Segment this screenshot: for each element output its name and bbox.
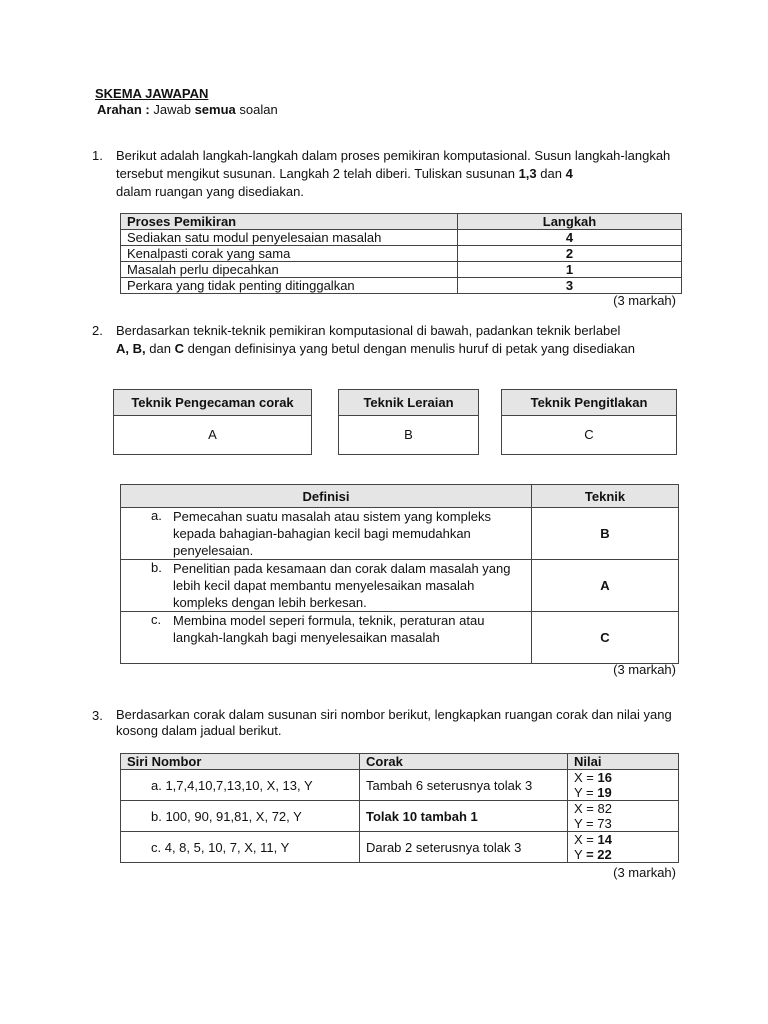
nilai-cell	[568, 832, 679, 863]
definisi-item	[151, 560, 525, 611]
x-label: X =	[574, 770, 594, 785]
y-value: = 22	[586, 847, 612, 862]
y-label: Y	[574, 847, 583, 862]
x-value: 82	[597, 801, 612, 816]
question-number: 3.	[92, 708, 103, 723]
technique-label: Teknik Pengitlakan	[502, 390, 676, 416]
definisi-text: Membina model seperi formula, teknik, peraturan atau langkah-langkah bagi menyelesaikan masalah	[173, 613, 485, 645]
question-text-bold: A, B,	[116, 341, 146, 356]
x-value: 14	[597, 832, 612, 847]
table-row	[121, 278, 682, 294]
table-row	[121, 246, 682, 262]
teknik-cell: A	[532, 560, 679, 612]
nilai-cell	[568, 801, 679, 832]
definisi-item	[151, 612, 525, 646]
q3-table	[120, 753, 679, 863]
table-row	[121, 770, 679, 801]
technique-label: Teknik Pengecaman corak	[114, 390, 311, 416]
header-proses: Proses Pemikiran	[121, 214, 458, 230]
q1-table	[120, 213, 682, 294]
question-text-part: Berikut adalah langkah-langkah dalam proses pemikiran komputasional. Susun langkah-langkah tersebut mengikut susunan. Langkah 2 telah diberi. Tuliskan susunan	[116, 148, 671, 181]
header-definisi: Definisi	[121, 485, 532, 508]
langkah-cell: 1	[458, 262, 682, 278]
technique-box-c	[501, 389, 677, 455]
definisi-letter: b.	[151, 560, 162, 575]
definisi-letter: a.	[151, 508, 162, 523]
table-row	[121, 262, 682, 278]
technique-letter: A	[208, 427, 217, 442]
siri-cell: c. 4, 8, 5, 10, 7, X, 11, Y	[121, 832, 360, 863]
question-text-part: dalam ruangan yang disediakan.	[116, 184, 304, 199]
question-text-part: Berdasarkan teknik-teknik pemikiran komputasional di bawah, padankan teknik berlabel	[116, 323, 621, 338]
table-header-row	[121, 485, 679, 508]
question-text-bold: 4	[565, 166, 573, 181]
question-2	[92, 322, 682, 358]
table-row	[121, 230, 682, 246]
proses-cell: Masalah perlu dipecahkan	[121, 262, 458, 278]
instruction-line	[97, 102, 278, 117]
table-row	[121, 801, 679, 832]
header-nilai: Nilai	[568, 754, 679, 770]
table-row	[121, 612, 679, 664]
x-label: X =	[574, 801, 594, 816]
question-text-bold: C	[174, 341, 184, 356]
proses-cell: Sediakan satu modul penyelesaian masalah	[121, 230, 458, 246]
question-1	[92, 147, 682, 201]
question-text-part: dengan definisinya yang betul dengan menulis huruf di petak yang disediakan	[187, 341, 635, 356]
table-row	[121, 560, 679, 612]
page-title: SKEMA JAWAPAN	[95, 86, 209, 101]
q2-markah: (3 markah)	[613, 662, 676, 677]
y-value: 73	[597, 816, 612, 831]
definisi-cell	[121, 508, 532, 560]
instruction-post: soalan	[239, 102, 278, 117]
y-label: Y =	[574, 785, 594, 800]
corak-cell: Tambah 6 seterusnya tolak 3	[360, 770, 568, 801]
langkah-cell: 3	[458, 278, 682, 294]
proses-cell: Perkara yang tidak penting ditinggalkan	[121, 278, 458, 294]
siri-cell: a. 1,7,4,10,7,13,10, X, 13, Y	[121, 770, 360, 801]
question-3	[92, 707, 682, 739]
question-text: Berdasarkan corak dalam susunan siri nombor berikut, lengkapkan ruangan corak dan nilai yang kosong dalam jadual berikut.	[116, 707, 672, 738]
header-teknik: Teknik	[532, 485, 679, 508]
q2-table	[120, 484, 679, 664]
langkah-cell: 4	[458, 230, 682, 246]
header-siri: Siri Nombor	[121, 754, 360, 770]
proses-cell: Kenalpasti corak yang sama	[121, 246, 458, 262]
teknik-cell: B	[532, 508, 679, 560]
header-langkah: Langkah	[458, 214, 682, 230]
table-row	[121, 832, 679, 863]
question-number: 2.	[92, 323, 103, 338]
q3-markah: (3 markah)	[613, 865, 676, 880]
instruction-label: Arahan :	[97, 102, 150, 117]
question-text-part: dan	[540, 166, 562, 181]
table-header-row	[121, 214, 682, 230]
definisi-text: Penelitian pada kesamaan dan corak dalam masalah yang lebih kecil dapat membantu menyelesaikan masalah kompleks dengan lebih berkesan.	[173, 561, 511, 610]
technique-box-b	[338, 389, 479, 455]
technique-label: Teknik Leraian	[339, 390, 478, 416]
y-value: 19	[597, 785, 612, 800]
siri-cell: b. 100, 90, 91,81, X, 72, Y	[121, 801, 360, 832]
q1-markah: (3 markah)	[613, 293, 676, 308]
langkah-cell: 2	[458, 246, 682, 262]
table-row	[121, 508, 679, 560]
teknik-cell: C	[532, 612, 679, 664]
y-label: Y =	[574, 816, 594, 831]
definisi-item	[151, 508, 525, 559]
corak-cell: Darab 2 seterusnya tolak 3	[360, 832, 568, 863]
definisi-cell	[121, 560, 532, 612]
x-label: X =	[574, 832, 594, 847]
definisi-cell	[121, 612, 532, 664]
question-text	[116, 322, 682, 358]
question-number: 1.	[92, 148, 103, 163]
technique-letter: C	[584, 427, 594, 442]
corak-cell: Tolak 10 tambah 1	[360, 801, 568, 832]
technique-box-a	[113, 389, 312, 455]
x-value: 16	[597, 770, 612, 785]
definisi-text: Pemecahan suatu masalah atau sistem yang kompleks kepada bahagian-bahagian kecil bagi memudahkan penyelesaian.	[173, 509, 491, 558]
instruction-bold: semua	[194, 102, 236, 117]
header-corak: Corak	[360, 754, 568, 770]
technique-letter: B	[404, 427, 413, 442]
question-text-bold: 1,3	[518, 166, 537, 181]
nilai-cell	[568, 770, 679, 801]
instruction-pre: Jawab	[153, 102, 191, 117]
question-text-part: dan	[149, 341, 171, 356]
question-text	[116, 147, 682, 201]
definisi-letter: c.	[151, 612, 162, 627]
table-header-row	[121, 754, 679, 770]
